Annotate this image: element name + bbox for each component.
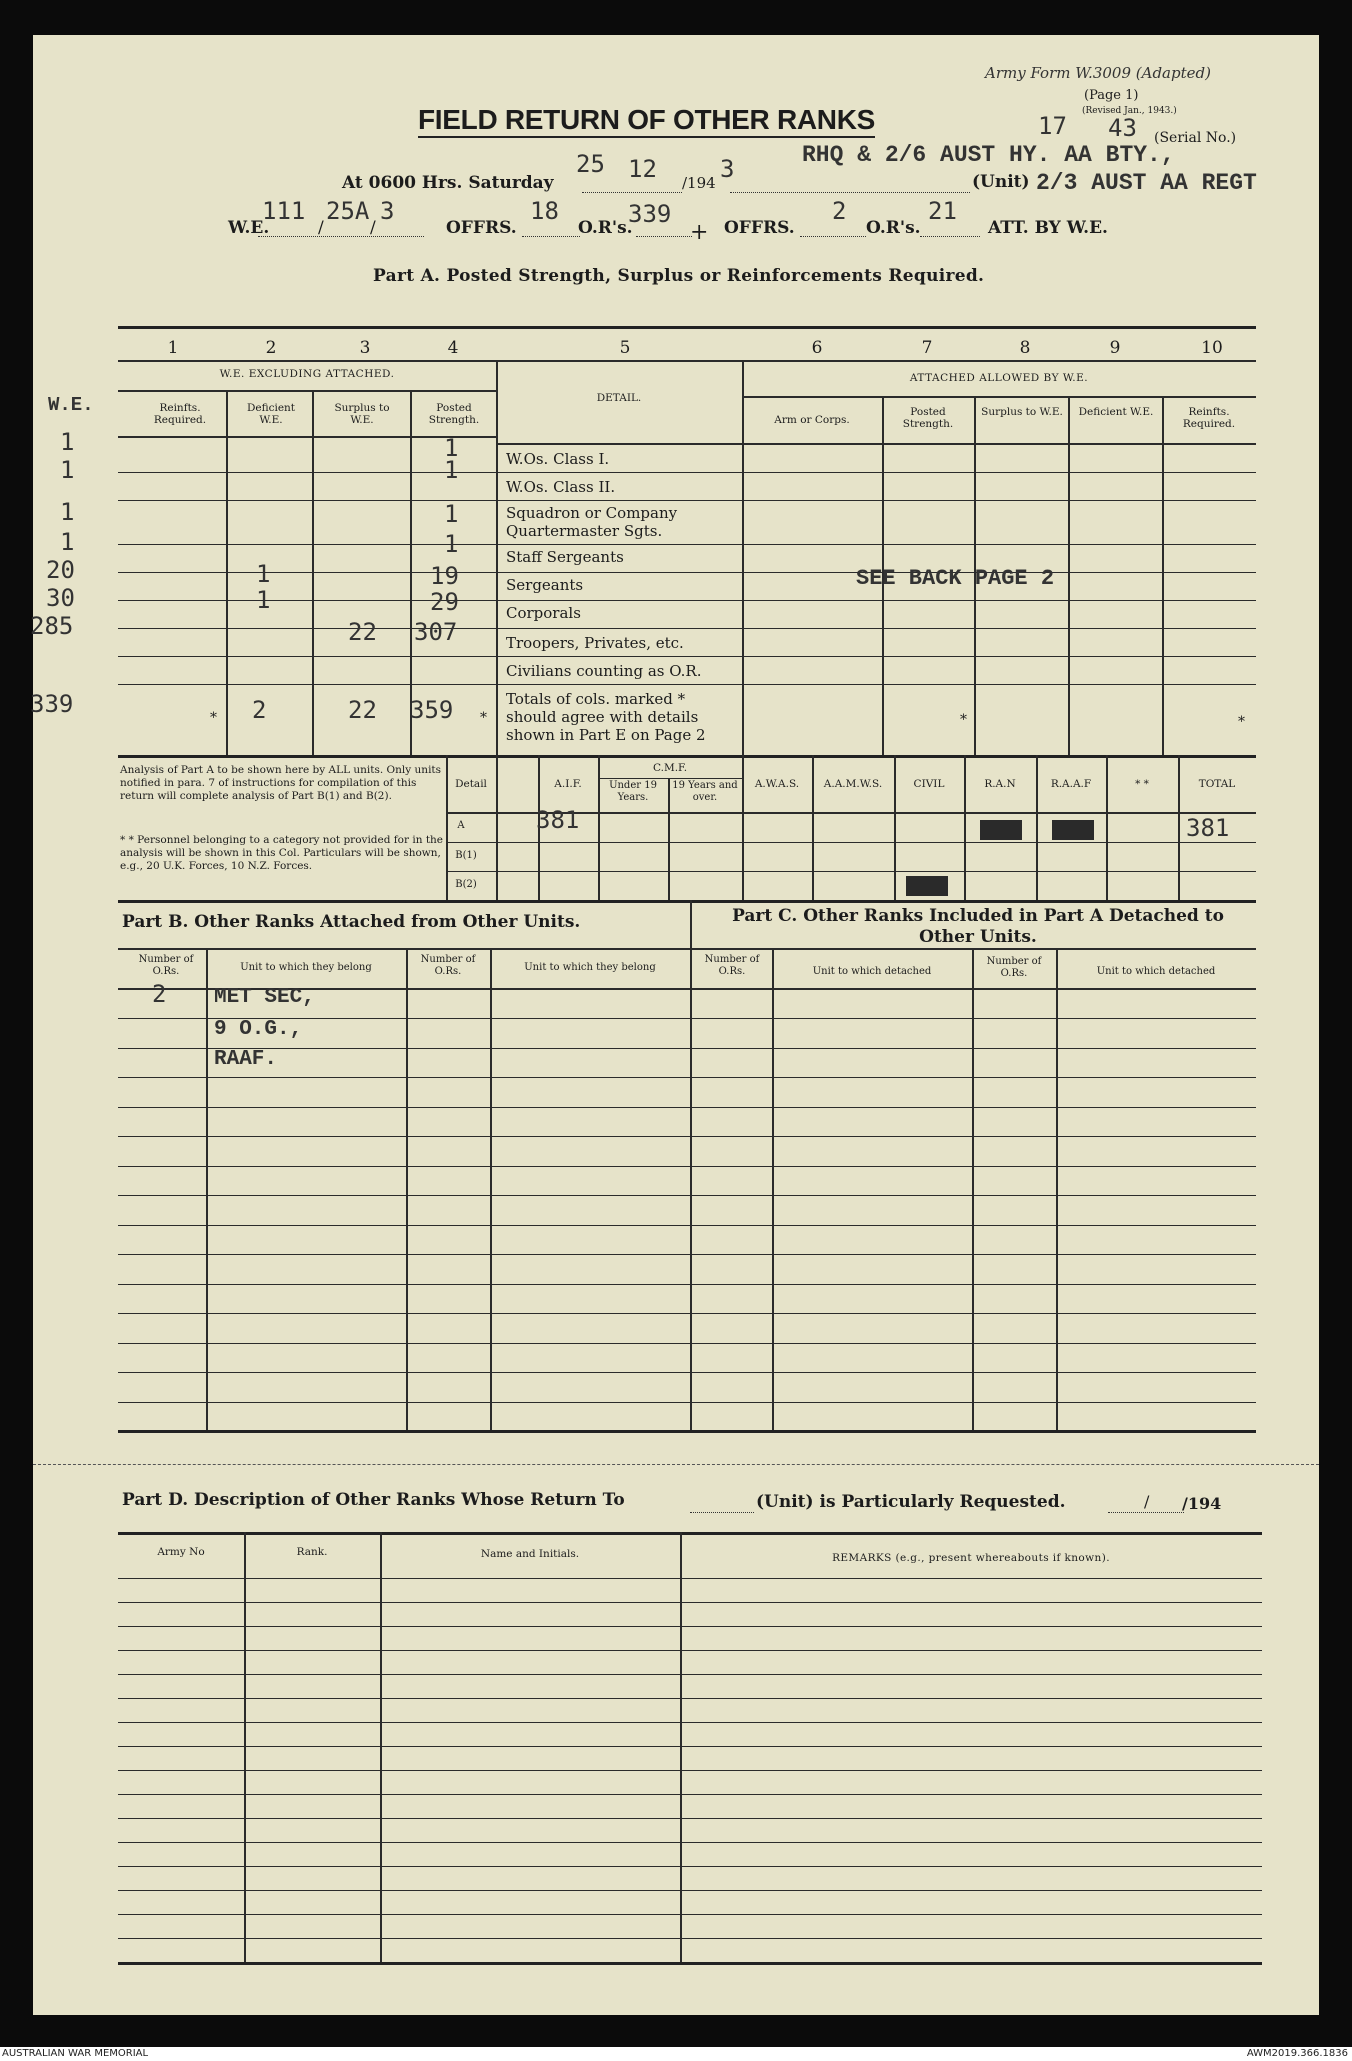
pc-v2 bbox=[972, 948, 974, 1433]
an-cmf-line bbox=[598, 778, 742, 779]
date-line bbox=[582, 192, 682, 193]
analysis-civil-header: CIVIL bbox=[913, 778, 945, 790]
pb-v1 bbox=[206, 948, 208, 1433]
ruled-line bbox=[118, 1372, 1256, 1373]
detail-row-wo1: W.Os. Class I. bbox=[506, 450, 610, 468]
part-c-num-header-2: Number of O.Rs. bbox=[986, 956, 1042, 979]
hw-offrs-att: 2 bbox=[832, 197, 847, 225]
part-d-title-b: (Unit) is Particularly Requested. bbox=[756, 1492, 1066, 1512]
analysis-note-2: * * Personnel belonging to a category not provided for in the analysis will be shown in this Col. Particulars will be shown, e.g., 20 U.K. Forces, 10 N.Z. Forces. bbox=[120, 834, 444, 872]
header-surplus-att: Surplus to W.E. bbox=[981, 406, 1063, 418]
hw-deficient-cpl: 1 bbox=[256, 586, 271, 614]
ruled-line bbox=[118, 1674, 1262, 1675]
an-v3 bbox=[598, 755, 600, 901]
part-a-title: Part A. Posted Strength, Surplus or Reinforcements Required. bbox=[373, 266, 985, 286]
ruled-line bbox=[118, 1722, 1262, 1723]
hw-margin-value: 1 bbox=[60, 456, 75, 484]
hw-total-a: 381 bbox=[1186, 814, 1230, 842]
part-d-title: Part D. Description of Other Ranks Whose Return To bbox=[122, 1490, 625, 1510]
we-line bbox=[258, 236, 424, 237]
analysis-aif-header: A.I.F. bbox=[554, 778, 582, 790]
analysis-under19-header: Under 19 Years. bbox=[609, 780, 657, 803]
pd-v1 bbox=[244, 1532, 246, 1964]
part-c-unit-header: Unit to which detached bbox=[812, 966, 932, 977]
ruled-line bbox=[118, 1650, 1262, 1651]
ruled-line bbox=[118, 1166, 1256, 1167]
pbc-head-top bbox=[118, 948, 1256, 950]
analysis-row-b2: B(2) bbox=[455, 879, 477, 890]
analysis-row-a: A bbox=[457, 820, 465, 831]
hw-ors-att: 21 bbox=[928, 197, 957, 225]
star-marker: * bbox=[480, 710, 487, 726]
ruled-line bbox=[118, 1842, 1262, 1843]
detail-header: DETAIL. bbox=[596, 392, 642, 404]
unit-label: (Unit) bbox=[972, 172, 1030, 192]
ors-label: O.R's. bbox=[578, 218, 633, 238]
part-d-title-c: /194 bbox=[1182, 1494, 1222, 1513]
pa-row-line bbox=[118, 472, 1256, 473]
star-marker: * bbox=[210, 710, 217, 726]
pd-v3 bbox=[680, 1532, 682, 1964]
analysis-over19-header: 19 Years and over. bbox=[672, 780, 738, 803]
part-b-unit-header-2: Unit to which they belong bbox=[524, 962, 656, 973]
pa-row-line bbox=[118, 656, 1256, 657]
hw-margin-value: 20 bbox=[46, 556, 75, 584]
detail-row-wo2: W.Os. Class II. bbox=[506, 478, 616, 496]
ors-line bbox=[636, 236, 692, 237]
pc-v3 bbox=[1056, 948, 1058, 1433]
an-v10 bbox=[1106, 755, 1108, 901]
pa-row-line bbox=[118, 684, 1256, 685]
detail-row-sgt: Sergeants bbox=[506, 576, 584, 594]
ruled-line bbox=[118, 1698, 1262, 1699]
pa-row-line bbox=[118, 628, 1256, 629]
detail-row-cqms: Squadron or Company Quartermaster Sgts. bbox=[506, 504, 678, 540]
an-v6 bbox=[812, 755, 814, 901]
we-excluding-header: W.E. EXCLUDING ATTACHED. bbox=[219, 368, 395, 380]
col-number: 3 bbox=[359, 338, 371, 358]
part-b-title: Part B. Other Ranks Attached from Other Units. bbox=[122, 912, 581, 932]
analysis-raaf-header: R.A.A.F bbox=[1050, 778, 1092, 790]
part-c-num-header: Number of O.Rs. bbox=[704, 954, 760, 977]
header-deficient-att: Deficient W.E. bbox=[1078, 406, 1154, 418]
page-number: (Page 1) bbox=[1084, 88, 1139, 103]
hw-total-posted: 359 bbox=[410, 696, 454, 724]
pb-v2 bbox=[406, 948, 408, 1433]
serial-label: (Serial No.) bbox=[1154, 130, 1237, 146]
hw-aif-a: 381 bbox=[536, 806, 580, 834]
hw-posted-pte: 307 bbox=[414, 618, 458, 646]
part-b-num-header-2: Number of O.Rs. bbox=[420, 954, 476, 977]
pd-v2 bbox=[380, 1532, 382, 1964]
header-reinfts-att: Reinfts. Required. bbox=[1182, 406, 1236, 430]
offrs-label: OFFRS. bbox=[446, 218, 517, 238]
part-c-title: Part C. Other Ranks Included in Part A Detached to Other Units. bbox=[732, 906, 1224, 947]
col-number: 6 bbox=[811, 338, 823, 358]
analysis-cmf-header: C.M.F. bbox=[652, 762, 688, 774]
pa-head-bottom-l bbox=[118, 436, 496, 438]
col-number: 10 bbox=[1201, 338, 1223, 358]
ruled-line bbox=[118, 1195, 1256, 1196]
ruled-line bbox=[118, 1284, 1256, 1285]
ruled-line bbox=[118, 1602, 1262, 1603]
an-row-b2-top bbox=[446, 871, 1256, 872]
pa-bottom bbox=[118, 755, 1256, 758]
ruled-line bbox=[118, 1890, 1262, 1891]
ruled-line bbox=[118, 1794, 1262, 1795]
part-d-date-line bbox=[1108, 1512, 1184, 1513]
hw-margin-value: 339 bbox=[30, 690, 74, 718]
hw-surplus-pte: 22 bbox=[348, 618, 377, 646]
part-d-army-header: Army No bbox=[157, 1546, 205, 1558]
hw-serial2: 43 bbox=[1108, 114, 1137, 142]
header-reinfts: Reinfts. Required. bbox=[153, 402, 207, 426]
hw-part-b-unit-3: RAAF. bbox=[214, 1048, 278, 1071]
offrs-label-att: OFFRS. bbox=[724, 218, 795, 238]
pa-v8 bbox=[1068, 396, 1070, 755]
redaction-mark bbox=[1052, 820, 1094, 840]
col-number: 1 bbox=[167, 338, 179, 358]
hw-margin-value: 30 bbox=[46, 584, 75, 612]
an-v1 bbox=[496, 755, 498, 901]
hw-total-surplus: 22 bbox=[348, 696, 377, 724]
hw-we-margin: W.E. bbox=[48, 394, 94, 416]
an-row-b1-top bbox=[446, 842, 1256, 843]
analysis-row-b1: B(1) bbox=[455, 850, 477, 861]
pc-v1 bbox=[772, 948, 774, 1433]
hw-posted-sgt: 19 bbox=[430, 562, 459, 590]
part-d-name-header: Name and Initials. bbox=[480, 1548, 580, 1560]
hw-part-b-unit-1: MET SEC, bbox=[214, 986, 315, 1009]
hw-margin-value: 285 bbox=[30, 612, 74, 640]
hw-we-c: 3 bbox=[380, 197, 395, 225]
pd-bottom bbox=[118, 1962, 1262, 1965]
pd-top bbox=[118, 1532, 1262, 1535]
form-title: FIELD RETURN OF OTHER RANKS bbox=[418, 104, 875, 138]
an-v5 bbox=[742, 755, 744, 901]
header-posted: Posted Strength. bbox=[428, 402, 480, 426]
hw-posted-ssgt: 1 bbox=[444, 530, 459, 558]
hw-posted-wo2: 1 bbox=[444, 456, 459, 484]
detail-row-cpl: Corporals bbox=[506, 604, 581, 622]
part-b-num-header: Number of O.Rs. bbox=[138, 954, 194, 977]
ruled-line bbox=[118, 1048, 1256, 1049]
part-b-unit-header: Unit to which they belong bbox=[240, 962, 372, 973]
col-number: 5 bbox=[619, 338, 631, 358]
pa-row-line bbox=[118, 572, 1256, 573]
ruled-line bbox=[118, 1077, 1256, 1078]
detail-row-ssgt: Staff Sergeants bbox=[506, 548, 624, 566]
col-number: 4 bbox=[447, 338, 459, 358]
attached-allowed-header: ATTACHED ALLOWED BY W.E. bbox=[909, 372, 1089, 384]
tear-line bbox=[33, 1464, 1319, 1465]
ruled-line bbox=[118, 1914, 1262, 1915]
pa-head-bottom-r bbox=[742, 443, 1256, 445]
star-marker: * bbox=[960, 712, 967, 728]
ruled-line bbox=[118, 1136, 1256, 1137]
ruled-line bbox=[118, 1402, 1256, 1403]
redaction-mark bbox=[906, 876, 948, 896]
hw-day: 25 bbox=[576, 150, 605, 178]
unit-line bbox=[730, 192, 970, 193]
col-number: 7 bbox=[921, 338, 933, 358]
analysis-detail-header: Detail bbox=[455, 778, 487, 790]
ruled-line bbox=[118, 1626, 1262, 1627]
archive-footer bbox=[0, 2047, 1352, 2061]
analysis-note-1: Analysis of Part A to be shown here by ALL units. Only units notified in para. 7 of instructions for compilation of this return will complete analysis of Part B(1) and B(2). bbox=[120, 764, 442, 802]
part-d-slash: / bbox=[1144, 1492, 1150, 1511]
col-number: 2 bbox=[265, 338, 277, 358]
plus-sign: + bbox=[690, 220, 709, 245]
year-prefix: /194 bbox=[682, 174, 716, 192]
header-posted-att: Posted Strength. bbox=[902, 406, 954, 430]
hw-year: 3 bbox=[720, 155, 735, 183]
part-d-rank-header: Rank. bbox=[296, 1546, 328, 1558]
ors-label-att: O.R's. bbox=[866, 218, 921, 238]
pa-top bbox=[118, 326, 1256, 329]
header-arm-corps: Arm or Corps. bbox=[774, 414, 850, 426]
pbc-bottom bbox=[118, 1430, 1256, 1433]
offrs-line bbox=[522, 236, 580, 237]
ruled-line bbox=[118, 1313, 1256, 1314]
ruled-line bbox=[118, 1866, 1262, 1867]
footer-left: AUSTRALIAN WAR MEMORIAL bbox=[2, 2048, 149, 2059]
hw-offrs-posted: 18 bbox=[530, 197, 559, 225]
detail-row-pte: Troopers, Privates, etc. bbox=[506, 634, 684, 652]
analysis-aamws-header: A.A.M.W.S. bbox=[823, 778, 883, 790]
analysis-awas-header: A.W.A.S. bbox=[754, 778, 800, 790]
col-number: 9 bbox=[1109, 338, 1121, 358]
pa-sub-line bbox=[118, 390, 496, 392]
col-number: 8 bbox=[1019, 338, 1031, 358]
an-v11 bbox=[1178, 755, 1180, 901]
part-d-unit-line bbox=[690, 1512, 754, 1513]
we-sep1: / bbox=[318, 218, 324, 238]
ruled-line bbox=[118, 1343, 1256, 1344]
hw-margin-value: 1 bbox=[60, 428, 75, 456]
hw-part-b-unit-2: 9 O.G., bbox=[214, 1018, 303, 1041]
pa-sub-line-r bbox=[742, 396, 1256, 398]
revised-note: (Revised Jan., 1943.) bbox=[1082, 106, 1177, 116]
hw-posted-wo1: 1 bbox=[444, 434, 459, 462]
pa-row-line bbox=[118, 500, 1256, 501]
hw-margin-value: 1 bbox=[60, 528, 75, 556]
ruled-line bbox=[118, 1770, 1262, 1771]
detail-row-civ: Civilians counting as O.R. bbox=[506, 662, 702, 680]
an-v9 bbox=[1036, 755, 1038, 901]
hw-unit-line2: 2/3 AUST AA REGT bbox=[1036, 170, 1257, 196]
hw-part-b-number: 2 bbox=[152, 980, 167, 1008]
we-sep2: / bbox=[370, 218, 376, 238]
hw-total-deficient: 2 bbox=[252, 696, 267, 724]
detail-row-totals: Totals of cols. marked * should agree with details shown in Part E on Page 2 bbox=[506, 690, 706, 744]
ruled-line bbox=[118, 1107, 1256, 1108]
hw-we-b: 25A bbox=[326, 197, 370, 225]
ruled-line bbox=[118, 1578, 1262, 1579]
pa-v9 bbox=[1162, 396, 1164, 755]
star-marker: * bbox=[1238, 714, 1245, 730]
ruled-line bbox=[118, 1746, 1262, 1747]
hw-serial: 17 bbox=[1038, 112, 1067, 140]
analysis-ran-header: R.A.N bbox=[984, 778, 1016, 790]
hw-we-a: 111 bbox=[262, 197, 306, 225]
an-v7 bbox=[894, 755, 896, 901]
at-label: At 0600 Hrs. Saturday bbox=[342, 173, 554, 193]
part-c-unit-header-2: Unit to which detached bbox=[1096, 966, 1216, 977]
an-v8 bbox=[964, 755, 966, 901]
hw-see-back: SEE BACK PAGE 2 bbox=[856, 566, 1055, 591]
ruled-line bbox=[118, 1938, 1262, 1939]
hw-deficient-sgt: 1 bbox=[256, 560, 271, 588]
pb-v3 bbox=[490, 948, 492, 1433]
att-label: ATT. BY W.E. bbox=[988, 218, 1108, 238]
ruled-line bbox=[118, 1254, 1256, 1255]
pa-detail-top-line bbox=[496, 443, 742, 445]
pa-num-line bbox=[118, 360, 1256, 362]
redaction-mark bbox=[980, 820, 1022, 840]
footer-right: AWM2019.366.1836 bbox=[1246, 2048, 1348, 2059]
pa-row-line bbox=[118, 544, 1256, 545]
offrs-att-line bbox=[800, 236, 866, 237]
ors-att-line bbox=[920, 236, 980, 237]
hw-posted-cqms: 1 bbox=[444, 500, 459, 528]
hw-margin-value: 1 bbox=[60, 498, 75, 526]
header-deficient: Deficient W.E. bbox=[246, 402, 296, 426]
pa-row-line bbox=[118, 600, 1256, 601]
form-name: Army Form W.3009 (Adapted) bbox=[985, 64, 1211, 82]
header-surplus: Surplus to W.E. bbox=[334, 402, 390, 426]
hw-unit-line1: RHQ & 2/6 AUST HY. AA BTY., bbox=[802, 142, 1175, 168]
pa-v4 bbox=[496, 360, 498, 755]
hw-ors-posted: 339 bbox=[628, 200, 672, 228]
ruled-line bbox=[118, 1818, 1262, 1819]
we-label: W.E. bbox=[228, 218, 270, 238]
analysis-other-header: * * bbox=[1135, 778, 1149, 790]
hw-posted-cpl: 29 bbox=[430, 588, 459, 616]
analysis-total-header: TOTAL bbox=[1198, 778, 1236, 790]
an-bottom bbox=[118, 900, 1256, 903]
part-d-remarks-header: REMARKS (e.g., present whereabouts if known). bbox=[832, 1552, 1110, 1564]
ruled-line bbox=[118, 1225, 1256, 1226]
hw-month: 12 bbox=[628, 155, 657, 183]
